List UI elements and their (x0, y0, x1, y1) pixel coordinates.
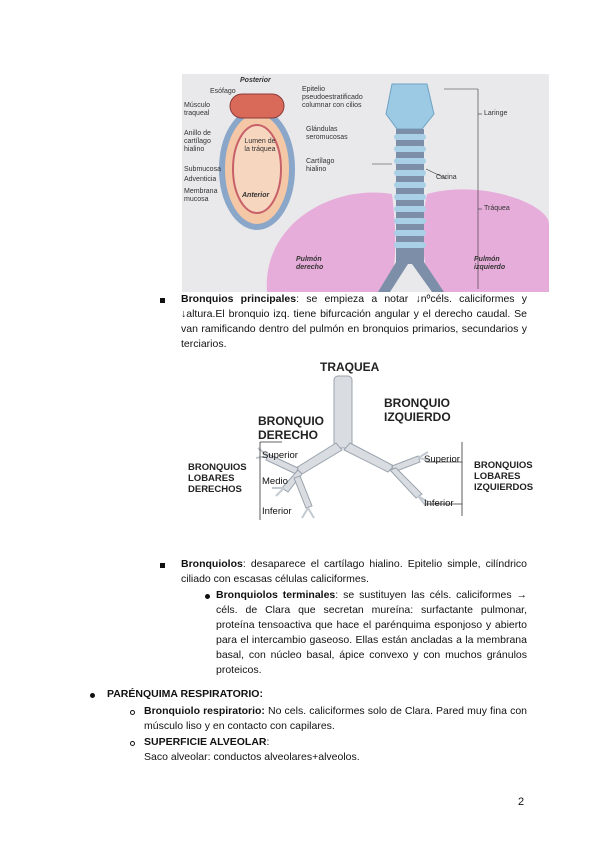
bronquiolo-respiratorio-text: No cels. caliciformes solo de Clara. Pared muy fina con músculo liso y en contacto con capilares. (144, 705, 528, 732)
dot-bullet (205, 594, 210, 599)
label-medio: Medio (262, 476, 288, 487)
label-lumen: Lumen de la tráquea (244, 138, 276, 153)
ring-bullet (130, 741, 135, 746)
label-superior-derecho: Superior (262, 450, 298, 461)
square-bullet (160, 298, 165, 303)
label-epitelio: Epitelio pseudoestratificado columnar con cilios (302, 86, 363, 109)
label-inferior-derecho: Inferior (262, 506, 292, 517)
superficie-alveolar-colon: : (266, 736, 270, 748)
label-adventicia: Adventicia (184, 176, 217, 183)
bronchial-tree-figure (186, 358, 546, 536)
label-posterior: Posterior (240, 77, 271, 84)
bronquiolos-term: Bronquiolos (181, 558, 243, 570)
bronquiolos-paragraph (181, 557, 527, 587)
label-bronquios-lobares-izquierdos: BRONQUIOS LOBARES IZQUIERDOS (474, 460, 534, 493)
label-carina: Carina (436, 174, 457, 181)
label-traquea-upper: TRAQUEA (320, 360, 380, 374)
label-superior-izquierdo: Superior (424, 454, 460, 465)
bronquiolo-respiratorio-term: Bronquiolo respiratorio: (144, 705, 265, 717)
bronquiolos-terminales-text: : se sustituyen las céls. caliciformes → céls. de Clara que secretan mureína: surfactante pulmonar, proteína tensoactiva que hace el parénquima esponjoso y abierto para el intercambio gaseoso. Ellas están ancladas a la membrana basal, con núcleo basal, ápice convexo y con muchos gránulos proteicos. (216, 589, 527, 676)
label-cartilago: Cartílago hialino (306, 158, 335, 173)
label-inferior-izquierdo: Inferior (424, 498, 454, 509)
trachea-anatomy-figure (182, 74, 549, 292)
bronquiolos-terminales-paragraph (216, 588, 527, 678)
label-esofago: Esófago (210, 88, 236, 95)
superficie-alveolar-paragraph (144, 735, 527, 765)
label-pulmon-derecho: Pulmón derecho (296, 256, 324, 271)
label-musculo-traqueal: Músculo traqueal (184, 102, 211, 117)
bronquios-principales-text: : se empieza a notar ↓nºcéls. caliciformes y ↓altura.El bronquio izq. tiene bifurcación angular y el derecho caudal. Se van ramificando dentro del pulmón en bronquios primarios, secundarios y terciarios. (181, 293, 527, 350)
parenquima-heading: PARÉNQUIMA RESPIRATORIO: (107, 688, 263, 700)
bronquiolos-terminales-term: Bronquiolos terminales (216, 589, 336, 601)
label-glandulas: Glándulas seromucosas (306, 126, 348, 141)
page-number: 2 (518, 796, 525, 808)
label-bronquio-derecho: BRONQUIO DERECHO (258, 414, 324, 442)
label-bronquios-lobares-derechos: BRONQUIOS LOBARES DERECHOS (188, 462, 247, 495)
label-membrana: Membrana mucosa (184, 188, 218, 203)
square-bullet (160, 563, 165, 568)
label-submucosa: Submucosa (184, 166, 221, 173)
bronquiolos-text: : desaparece el cartílago hialino. Epitelio simple, cilíndrico ciliado con escasas células caliciformes. (181, 558, 527, 585)
label-pulmon-izquierdo: Pulmón izquierdo (474, 256, 506, 271)
bronquiolo-respiratorio-paragraph (144, 704, 527, 734)
superficie-alveolar-text: Saco alveolar: conductos alveolares+alveolos. (144, 751, 360, 763)
label-traquea: Tráquea (484, 205, 510, 212)
label-bronquio-izquierdo: BRONQUIO IZQUIERDO (384, 396, 451, 424)
superficie-alveolar-term: SUPERFICIE ALVEOLAR (144, 736, 267, 748)
bronchial-tree-illustration (186, 358, 546, 536)
label-anterior: Anterior (242, 192, 270, 199)
label-laringe: Laringe (484, 110, 508, 117)
bronquios-principales-term: Bronquios principales (181, 293, 297, 305)
label-anillo: Anillo de cartílago hialino (184, 130, 211, 153)
ring-bullet (130, 710, 135, 715)
bronquios-principales-paragraph (181, 292, 527, 352)
dot-bullet (90, 693, 95, 698)
